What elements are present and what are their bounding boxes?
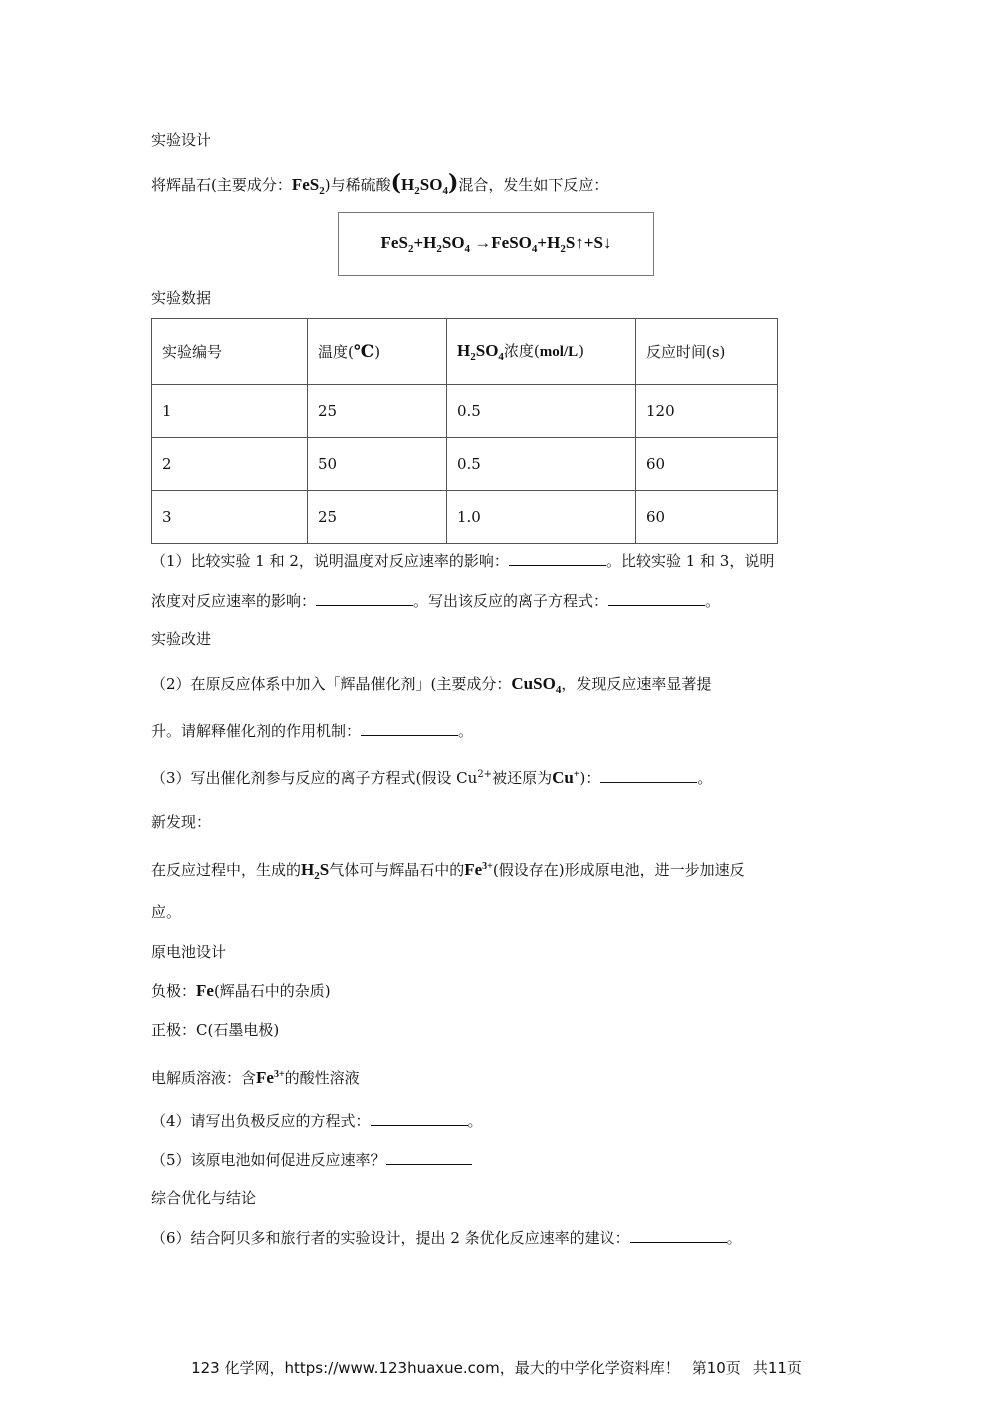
question-5: （5）该原电池如何促进反应速率？ — [151, 1149, 472, 1171]
cell-no: 3 — [152, 491, 308, 544]
table-row — [152, 438, 778, 491]
answer-blank — [509, 551, 606, 566]
formula-fes2: FeS$_2$ — [291, 175, 325, 197]
heading-experiment-improvement: 实验改进 — [151, 630, 212, 648]
new-discovery-line-1: 在反应过程中，生成的$H_2S$气体可与辉晶石中的$Fe^{3+}$(假设存在)形成原电池，进一步加速反 — [151, 860, 745, 882]
header-reaction-time: 反应时间(s) — [636, 319, 778, 385]
cell-temp: 25 — [308, 491, 447, 544]
new-discovery-line-2: 应。 — [151, 903, 182, 921]
cell-time: 120 — [636, 385, 778, 438]
intro-text-mid: )与稀硫酸 — [324, 176, 391, 194]
answer-blank — [608, 591, 705, 606]
question-1-line-2: 浓度对反应速率的影响： 。写出该反应的离子方程式： 。 — [151, 592, 721, 610]
question-3: （3）写出催化剂参与反应的离子方程式(假设 $Cu^{2+}$被还原为Cu+)： 。 — [151, 768, 713, 787]
cell-temp: 25 — [308, 385, 447, 438]
answer-blank — [371, 1111, 468, 1126]
table-row — [152, 491, 778, 544]
positive-electrode: 正极：C(石墨电极) — [151, 1021, 280, 1039]
heading-experiment-design: 实验设计 — [151, 131, 212, 149]
heading-experiment-data: 实验数据 — [151, 289, 212, 307]
formula-cuso4: CuSO$_4$ — [511, 674, 562, 696]
footer-page-number: 第10页 — [691, 1359, 741, 1377]
reaction-equation-box — [338, 212, 654, 276]
table-row — [152, 385, 778, 438]
experiment-data-table — [151, 318, 778, 544]
formula-fe: Fe — [196, 981, 214, 1000]
formula-fe3-plus: $Fe^{3+}$ — [464, 860, 493, 879]
cell-time: 60 — [636, 438, 778, 491]
cell-time: 60 — [636, 491, 778, 544]
header-temperature: 温度(℃) — [308, 319, 447, 385]
cell-conc: 1.0 — [447, 491, 636, 544]
answer-blank — [361, 721, 458, 736]
formula-h2s: $H_2S$ — [301, 860, 330, 882]
heading-cell-design: 原电池设计 — [151, 943, 227, 961]
question-4: （4）请写出负极反应的方程式： 。 — [151, 1112, 483, 1130]
cell-no: 1 — [152, 385, 308, 438]
table-header-row — [152, 319, 778, 385]
page-footer — [0, 1357, 993, 1378]
question-1-line-1: （1）比较实验 1 和 2，说明温度对反应速率的影响： 。比较实验 1 和 3，说明 — [151, 552, 775, 570]
intro-text-post: 混合，发生如下反应： — [458, 176, 609, 194]
answer-blank — [386, 1150, 472, 1165]
cell-conc: 0.5 — [447, 385, 636, 438]
heading-conclusion: 综合优化与结论 — [151, 1189, 257, 1207]
header-concentration: $H_2SO_4$浓度(mol/L) — [447, 319, 636, 385]
negative-electrode: 负极：Fe(辉晶石中的杂质) — [151, 981, 331, 1000]
heading-new-discovery: 新发现： — [151, 813, 212, 831]
intro-line: 将辉晶石(主要成分：FeS$_2$)与稀硫酸$(H_2SO_4)$混合，发生如下反应： — [151, 170, 609, 197]
question-2-line-2: 升。请解释催化剂的作用机制： 。 — [151, 722, 474, 740]
answer-blank — [600, 768, 697, 783]
electrolyte-line: 电解质溶液：含$Fe^{3+}$的酸性溶液 — [151, 1068, 360, 1087]
formula-cu-plus: Cu+ — [552, 768, 580, 787]
intro-text-pre: 将辉晶石(主要成分： — [151, 176, 292, 194]
question-2-line-1: （2）在原反应体系中加入「辉晶催化剂」(主要成分：CuSO$_4$，发现反应速率显著提 — [151, 674, 712, 696]
formula-fe3-plus: $Fe^{3+}$ — [256, 1068, 285, 1087]
cell-no: 2 — [152, 438, 308, 491]
cell-temp: 50 — [308, 438, 447, 491]
formula-h2so4: $H_2SO_4$ — [401, 175, 448, 197]
reaction-equation: $FeS_2+H_2SO_4$ $\to FeSO_4+H_2S↑+S↓$ — [380, 233, 612, 255]
answer-blank — [316, 591, 413, 606]
footer-site: 123 化学网，https://www.123huaxue.com，最大的中学化学资料库！ — [191, 1359, 680, 1377]
cell-conc: 0.5 — [447, 438, 636, 491]
footer-total-pages: 共11页 — [752, 1359, 802, 1377]
answer-blank — [630, 1228, 727, 1243]
header-experiment-no: 实验编号 — [152, 319, 308, 385]
question-6: （6）结合阿贝多和旅行者的实验设计，提出 2 条优化反应速率的建议： 。 — [151, 1229, 742, 1247]
